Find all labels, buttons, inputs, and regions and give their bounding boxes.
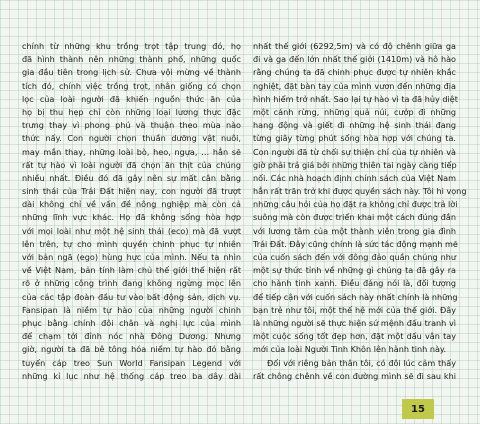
- text-line: dài không chỉ về vấn đề nông nghiệp mà còn cả: [22, 199, 241, 210]
- text-line: rằng chúng ta đã chinh phục được tự nhiên khắc: [253, 67, 456, 78]
- text-line: đi và ga đến lớn nhất thế giới (1410m) và hô hào: [253, 54, 456, 65]
- text-line: gia đầu tiên trong lịch sử. Chưa vội mừng về thành: [22, 67, 241, 78]
- text-line: tuyến cáp treo Sun World Fansipan Legend với: [22, 357, 241, 368]
- text-line: lên trên, tự cho mình quyền chinh phục tự nhiên: [22, 238, 241, 249]
- text-line: từng giây từng phút sống hòa hợp với chúng ta.: [253, 133, 456, 144]
- text-line: về Việt Nam, bản tính làm chủ thế giới thể hiện rất: [22, 265, 241, 276]
- text-line: Đối với riêng bản thân tôi, có đôi lúc cảm thấy: [267, 357, 456, 368]
- text-line: đã hình thành nên những thành phố, những quốc: [22, 54, 241, 65]
- text-line: của cuốn sách đến với đông đảo quần chúng như: [253, 252, 456, 262]
- text-line: họ bị thu hẹp chỉ còn những loại lương thực đặc: [22, 106, 241, 117]
- text-line: với bản ngã (ego) hùng hực của mình. Nếu ta nhìn: [22, 252, 241, 262]
- text-line: rất chông chênh về con đường mình sẽ đi sau khi: [253, 370, 456, 381]
- left-text-column: [22, 40, 241, 383]
- text-line: suông mà còn được triển khai một cách đúng đắn: [253, 212, 456, 223]
- text-line: nhất thế giới (6292,5m) và có độ chênh giữa ga: [253, 41, 456, 51]
- text-line: rất tự hào vì loài người đã chọn ăn thịt của chúng: [22, 159, 241, 170]
- text-line: giờ phải trả giá bởi những thiên tai ngày càng tiếp: [253, 159, 457, 170]
- text-line: giờ, người ta đã bê tông hóa niềm tự hào đó bằng: [22, 344, 241, 355]
- text-line: hẳn rất trăn trở khi được quyền sách này. Tôi hi vọng: [253, 186, 467, 197]
- text-line: cho hành tinh xanh. Điều đáng nói là, đối tượng: [253, 278, 456, 289]
- text-line: để chạm tới đỉnh nóc nhà Đông Dương. Nhưng: [22, 331, 241, 342]
- text-line: phục bằng chính đôi chân và nghị lực của mình: [22, 317, 241, 328]
- text-line: những lĩnh vực khác. Họ đã không sống hòa hợp: [22, 212, 241, 223]
- text-line: với mọi loài như một hệ sinh thái (eco) mà đã vượt: [22, 225, 241, 236]
- text-line: những câu hỏi của họ đặt ra không chỉ được trả lời: [253, 199, 458, 210]
- text-line: tích đó, chính việc trồng trọt, nhân giống có chọn: [22, 80, 241, 91]
- text-line: thức nấy. Con người chọn thuần dưỡng vật nuôi,: [22, 133, 241, 144]
- page-number-badge: [402, 399, 434, 419]
- text-line: nhiều nhất. Điều đó đã gây nên sự mất cân bằng: [22, 172, 241, 183]
- text-line: hình hiểm trở nhất. Sao lại tự hào vì ta đã hủy diệt: [253, 93, 458, 104]
- text-line: trưng thay vì phong phú và thuận theo mùa nào: [22, 120, 241, 131]
- page-number: 15: [411, 403, 425, 415]
- text-line: một sự thức tỉnh về những gì chúng ta đã gây ra: [253, 265, 456, 276]
- text-line: nghiệt, đặt bàn tay của mình vươn đến những địa: [253, 80, 456, 91]
- text-line: Trái Đất. Đây cũng chính là sức tác động mạnh mẽ: [253, 238, 458, 249]
- text-line: với lương tâm của một thành viên trong gia đình: [253, 225, 456, 236]
- text-line: bạn trẻ như tôi, một thế hệ mới của thế giới. Đây: [253, 304, 456, 315]
- text-line: là những người sẽ thực hiện sứ mệnh đấu tranh vì: [253, 317, 456, 328]
- text-line: rõ ở những công trình đang không ngừng mọc lên: [22, 278, 241, 289]
- text-line: lọc của loài người đã khiến nguồn thức ăn của: [22, 93, 241, 104]
- right-text-column: [253, 40, 467, 383]
- text-line: một cánh rừng, những quả núi, cướp đi những: [253, 106, 456, 117]
- text-line: hang động và giết đi những hệ sinh thái đang: [253, 120, 456, 131]
- text-line: Fansipan là niềm tự hào của những người chinh: [22, 304, 241, 315]
- text-line: nối. Các nhà hoạch định chính sách của Việt Nam: [253, 172, 456, 183]
- text-line: chính từ những khu trồng trọt tập trung đó, họ: [22, 41, 241, 51]
- text-line: may mắn thay, những loài bò, heo, ngựa, … hẳn sẽ: [22, 146, 241, 157]
- text-line: sinh thái của Trái Đất hiện nay, con người đã trượt: [22, 186, 241, 197]
- text-line: Con người đã từ chối sự thiện chí của tự nhiên và: [253, 146, 456, 157]
- text-line: mới của loài Người Tinh Khôn lên hành tinh này.: [253, 344, 447, 355]
- text-line: một cuộc sống tốt đẹp hơn, đặt một dấu vân tay: [253, 331, 456, 342]
- text-line: những kỉ lục như hệ thống cáp treo ba dây dài: [22, 370, 241, 381]
- text-line: để tiếp cận với cuốn sách này nhất chính là những: [253, 291, 458, 302]
- text-line: của các tập đoàn đầu tư vào bất động sản, dịch vụ.: [22, 291, 241, 302]
